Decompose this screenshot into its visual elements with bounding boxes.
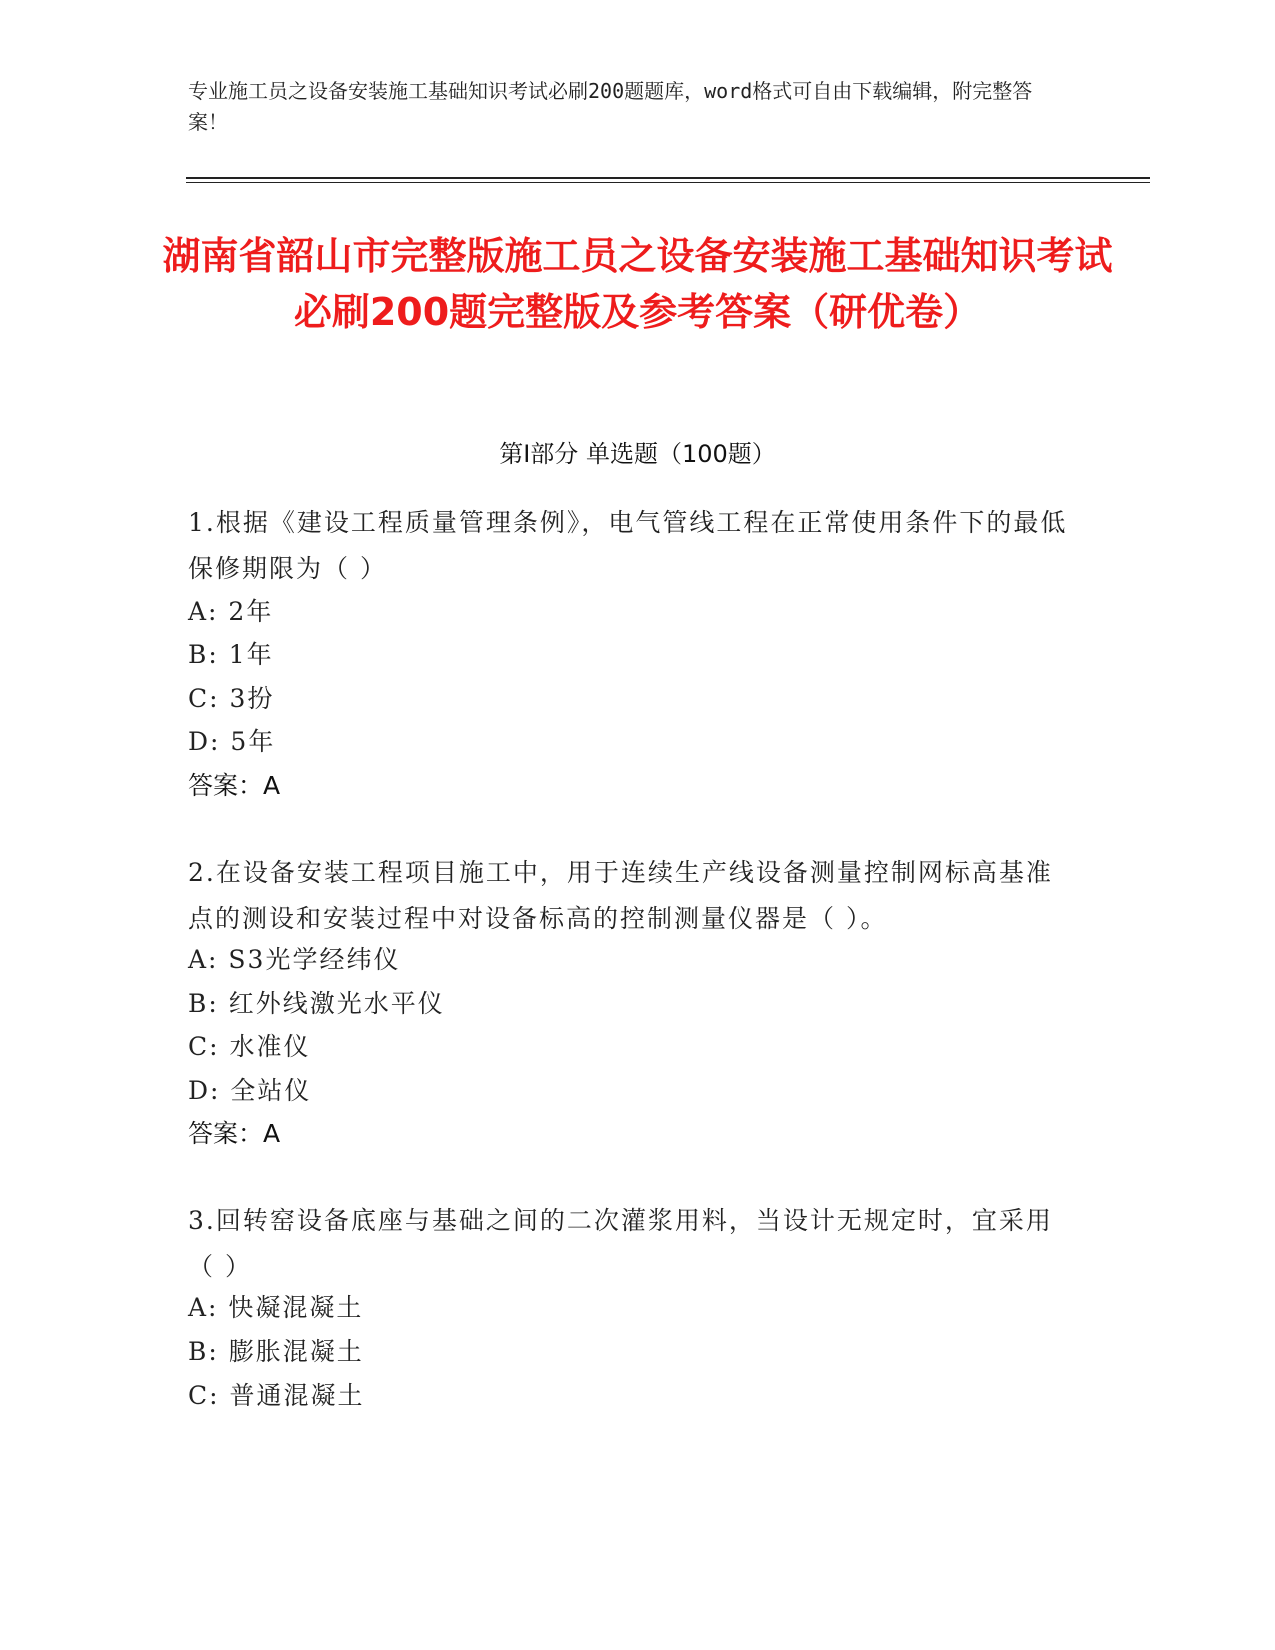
section-heading: 第I部分 单选题（100题） bbox=[499, 440, 776, 468]
question-2-option-a: A: S3光学经纬仪 bbox=[188, 945, 401, 974]
question-1-option-b: B: 1年 bbox=[188, 640, 274, 669]
header-note: 专业施工员之设备安装施工基础知识考试必刷200题题库，word格式可自由下载编辑，附完整答案！ bbox=[188, 79, 1033, 134]
question-1-option-d: D: 5年 bbox=[188, 727, 276, 756]
document-title: 湖南省韶山市完整版施工员之设备安装施工基础知识考试必刷200题完整版及参考答案（研优卷） bbox=[162, 234, 1113, 334]
header-divider-thin bbox=[186, 182, 1150, 183]
question-stem-2: 2.在设备安装工程项目施工中，用于连续生产线设备测量控制网标高基准点的测设和安装过程中对设备标高的控制测量仪器是（ ）。 bbox=[188, 858, 1053, 933]
question-stem-1: 1.根据《建设工程质量管理条例》，电气管线工程在正常使用条件下的最低保修期限为（ ） bbox=[188, 508, 1068, 583]
question-1-option-a: A: 2年 bbox=[188, 597, 274, 626]
question-2-answer: 答案：A bbox=[188, 1119, 281, 1148]
question-stem-3: 3.回转窑设备底座与基础之间的二次灌浆用料，当设计无规定时，宜采用（ ） bbox=[188, 1206, 1053, 1281]
question-3-option-a: A: 快凝混凝土 bbox=[188, 1293, 364, 1322]
question-3-option-c: C: 普通混凝土 bbox=[188, 1381, 365, 1410]
header-divider bbox=[186, 177, 1150, 179]
question-2-option-b: B: 红外线激光水平仪 bbox=[188, 989, 445, 1018]
question-3-option-b: B: 膨胀混凝土 bbox=[188, 1337, 364, 1366]
question-2-option-c: C: 水准仪 bbox=[188, 1032, 311, 1061]
question-1-option-c: C: 3扮 bbox=[188, 684, 275, 713]
question-2-option-d: D: 全站仪 bbox=[188, 1076, 312, 1105]
question-1-answer: 答案：A bbox=[188, 771, 281, 800]
